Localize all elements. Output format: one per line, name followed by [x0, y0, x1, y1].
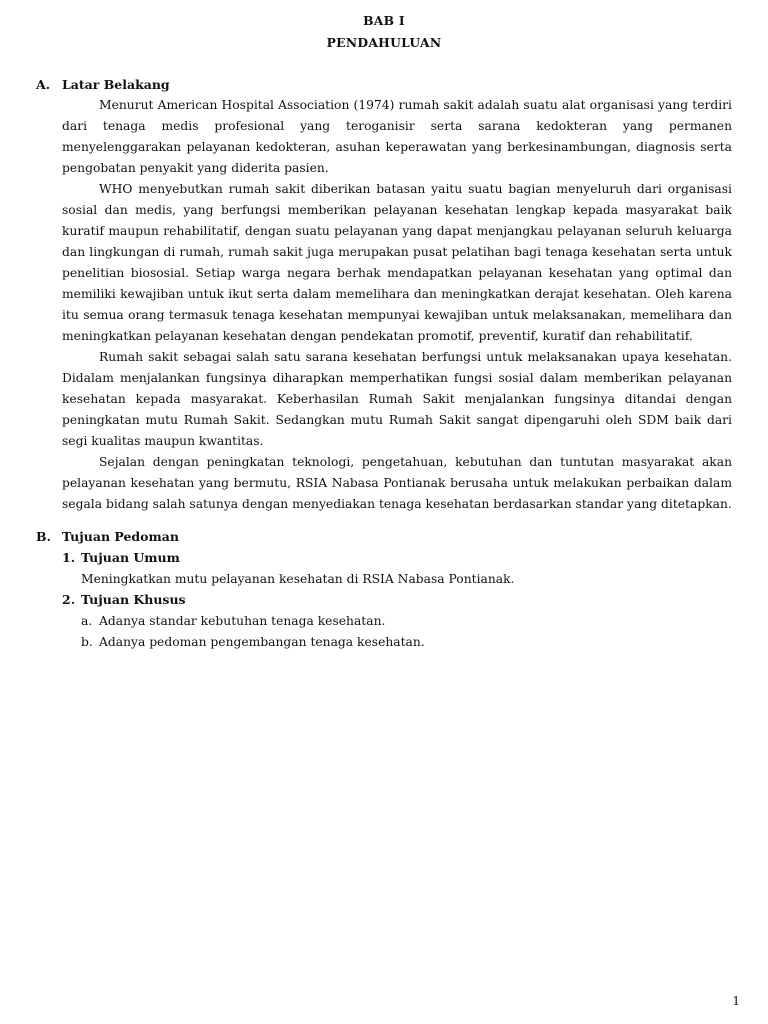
section-b-title: Tujuan Pedoman — [62, 529, 179, 544]
chapter-number: BAB I — [363, 13, 405, 28]
specific-goal-title: Tujuan Khusus — [81, 592, 186, 607]
list-item-text: Adanya standar kebutuhan tenaga kesehatan. — [99, 614, 386, 628]
section-a-title: Latar Belakang — [62, 77, 170, 92]
list-item-marker: a. — [81, 614, 93, 628]
section-a-letter: A. — [36, 77, 51, 92]
general-goal-number: 1. — [62, 550, 76, 565]
list-item-marker: b. — [81, 635, 93, 649]
section-b-letter: B. — [36, 529, 51, 544]
chapter-title: PENDAHULUAN — [326, 35, 442, 50]
general-goal-title: Tujuan Umum — [81, 550, 180, 565]
list-item-text: Adanya pedoman pengembangan tenaga kesehatan. — [99, 635, 425, 649]
page-number: 1 — [732, 994, 740, 1008]
paragraph-hospital-function: Rumah sakit sebagai salah satu sarana kesehatan berfungsi untuk melaksanakan upaya kesehatan. Didalam menjalankan fungsinya diharapkan memperhatikan fungsi sosial dalam memberikan pelayanan kesehatan kepada masyarakat. Keberhasilan Rumah Sakit menjalankan fungsinya ditandai dengan peningkatan mutu Rumah Sakit. Sedangkan mutu Rumah Sakit sangat dipengaruhi oleh SDM baik dari segi kualitas maupun kwantitas. — [62, 350, 732, 448]
general-goal-text: Meningkatkan mutu pelayanan kesehatan di RSIA Nabasa Pontianak. — [81, 572, 515, 586]
paragraph-rsia-nabasa: Sejalan dengan peningkatan teknologi, pengetahuan, kebutuhan dan tuntutan masyarakat akan pelayanan kesehatan yang bermutu, RSIA Nabasa Pontianak berusaha untuk melakukan perbaikan dalam segala bidang salah satunya dengan menyediakan tenaga kesehatan berdasarkan standar yang ditetapkan. — [62, 455, 732, 511]
paragraph-who-definition: WHO menyebutkan rumah sakit diberikan batasan yaitu suatu bagian menyeluruh dari organisasi sosial dan medis, yang berfungsi memberikan pelayanan kesehatan lengkap kepada masyarakat baik kuratif maupun rehabilitatif, dengan suatu pelayanan yang dapat menjangkau pelayanan seluruh keluarga dan lingkungan di rumah, rumah sakit juga merupakan pusat pelatihan bagi tenaga kesehatan serta untuk penelitian biososial. Setiap warga negara berhak mendapatkan pelayanan kesehatan yang optimal dan memiliki kewajiban untuk ikut serta dalam memelihara dan meningkatkan derajat kesehatan. Oleh karena itu semua orang termasuk tenaga kesehatan mempunyai kewajiban untuk melaksanakan, memelihara dan meningkatkan pelayanan kesehatan dengan pendekatan promotif, preventif, kuratif dan rehabilitatif. — [62, 182, 732, 343]
specific-goal-number: 2. — [62, 592, 76, 607]
paragraph-aha-definition: Menurut American Hospital Association (1974) rumah sakit adalah suatu alat organisasi yang terdiri dari tenaga medis profesional yang teroganisir serta sarana kedokteran yang permanen menyelenggarakan pelayanan kedokteran, asuhan keperawatan yang berkesinambungan, diagnosis serta pengobatan penyakit yang diderita pasien. — [62, 98, 732, 175]
